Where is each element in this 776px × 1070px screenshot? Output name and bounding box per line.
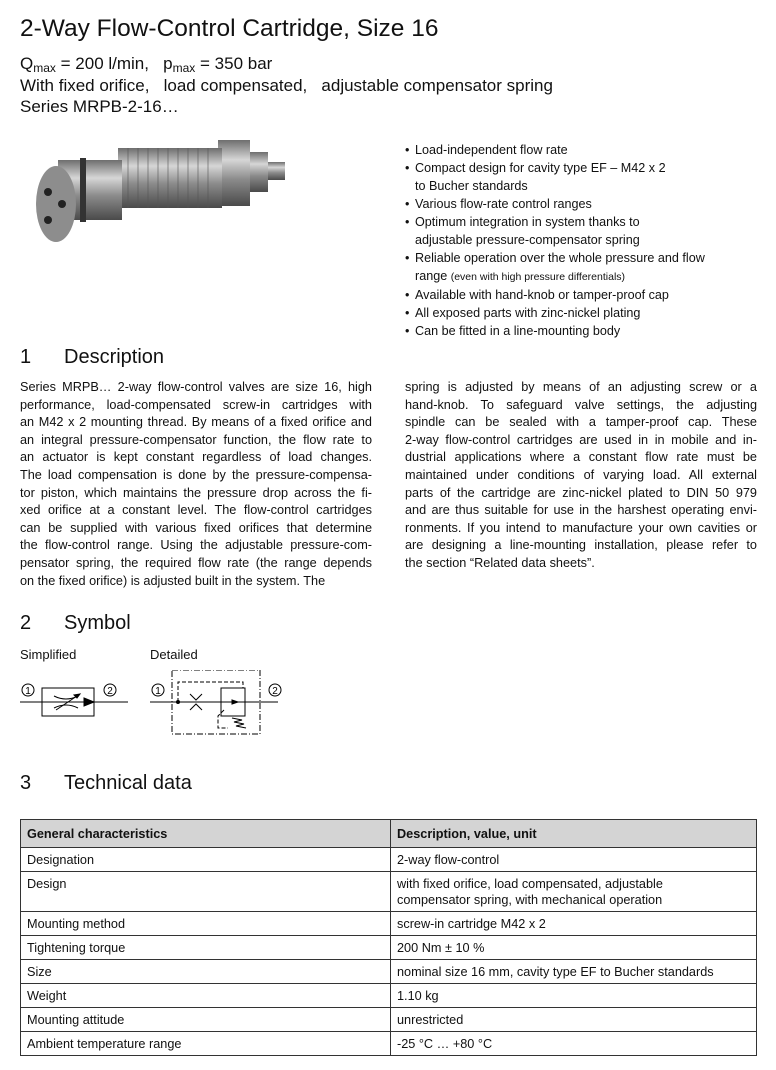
text-line: xed orifice at a constant level. The flow-control cartridges — [20, 503, 372, 518]
cell-characteristic: Ambient temperature range — [21, 1032, 391, 1056]
bullet-icon: • — [405, 197, 410, 211]
symbol-label-detailed: Detailed — [150, 647, 198, 662]
text-line: hand-knob. To safeguard valve settings, the adjusting — [405, 397, 757, 412]
cell-characteristic: Tightening torque — [21, 936, 391, 960]
cell-value: 2-way flow-control — [391, 848, 757, 872]
text-line: dustrial applications where a constant flow rate must be — [405, 450, 757, 465]
feature-text: Available with hand-knob or tamper-proof cap — [415, 288, 669, 302]
feature-item — [405, 322, 765, 340]
feature-text: Optimum integration in system thanks to — [415, 215, 640, 229]
text-line: 2-way flow-control cartridges are used in in mobile and in- — [405, 432, 757, 447]
cell-value: with fixed orifice, load compensated, adjustable compensator spring, with mechanical operation — [391, 872, 757, 912]
cell-value: 200 Nm ± 10 % — [391, 936, 757, 960]
feature-item — [405, 141, 765, 159]
bullet-icon: • — [405, 288, 410, 302]
bullet-icon: • — [405, 324, 410, 338]
svg-text:2: 2 — [107, 686, 113, 697]
subtitle-specs: $Q_{max} = 200$ l/min, $p_{max} = 350$ bar — [20, 54, 273, 75]
bullet-icon: • — [405, 251, 410, 265]
text-line: Series MRPB… 2-way flow-control valves are size 16, high — [20, 380, 372, 394]
feature-text-cont: to Bucher standards — [415, 179, 528, 193]
section-heading-symbol: 2 Symbol — [20, 612, 131, 634]
feature-text: Various flow-rate control ranges — [415, 197, 592, 211]
text-line: the flow-control range. Using the adjustable pressure-com- — [20, 538, 372, 553]
text-line: on the fixed orifice) is adjusted built in the system. The — [20, 573, 326, 588]
feature-item — [405, 159, 765, 195]
table-row — [21, 936, 757, 960]
cell-value: screw-in cartridge M42 x 2 — [391, 912, 757, 936]
table-row — [21, 960, 757, 984]
feature-item — [405, 213, 765, 249]
subtitle-features: With fixed orifice, load compensated, adjustable compensator spring — [20, 76, 553, 95]
text-line: an actuator is kept constant regardless of load changes. — [20, 450, 372, 465]
product-image — [18, 130, 298, 260]
section-heading-description: 1 Description — [20, 346, 165, 368]
text-line: The load compensation is done by the pressure-compensa- — [20, 467, 372, 482]
text-line: and are thus suitable for use in the harshest operating envi- — [405, 503, 757, 518]
table-row — [21, 1032, 757, 1056]
table-header-row — [21, 820, 757, 848]
bullet-icon: • — [405, 161, 410, 175]
feature-item — [405, 195, 765, 213]
description-column-left — [20, 379, 372, 590]
cell-characteristic: Weight — [21, 984, 391, 1008]
description-column-right — [405, 379, 757, 573]
cell-characteristic: Mounting attitude — [21, 1008, 391, 1032]
feature-list — [405, 141, 765, 340]
simplified-symbol — [20, 684, 128, 716]
feature-item — [405, 286, 765, 304]
feature-text-cont: adjustable pressure-compensator spring — [415, 233, 640, 247]
table-row — [21, 848, 757, 872]
text-line: pensator spring, the required flow rate (the range depends — [20, 555, 372, 570]
text-line: parts of the cartridge are zinc-nickel plated to DIN 50 979 — [405, 485, 757, 500]
page-title: 2-Way Flow-Control Cartridge, Size 16 — [20, 15, 439, 42]
text-line: an M42 x 2 mounting thread. By means of a fixed orifice and — [20, 415, 372, 430]
svg-text:2: 2 — [272, 686, 278, 697]
cell-value: -25 °C … +80 °C — [391, 1032, 757, 1056]
cell-characteristic: Designation — [21, 848, 391, 872]
text-line: performance, load-compensated screw-in cartridges with — [20, 397, 372, 412]
text-line: an integral pressure-compensator function, the flow rate to — [20, 432, 372, 447]
text-line: can be supplied with various fixed orifices that determine — [20, 520, 372, 535]
table-row — [21, 872, 757, 912]
feature-text: Load-independent flow rate — [415, 143, 568, 157]
hydraulic-symbols — [18, 670, 288, 740]
feature-item — [405, 304, 765, 322]
bullet-icon: • — [405, 143, 410, 157]
text-line: tor piston, which maintains the pressure drop across the fi- — [20, 485, 372, 500]
feature-text: Reliable operation over the whole pressure and flow — [415, 251, 705, 265]
cell-value: nominal size 16 mm, cavity type EF to Bucher standards — [391, 960, 757, 984]
text-line: spring is adjusted by means of an adjusting screw or a — [405, 380, 757, 394]
feature-item — [405, 249, 765, 286]
table-row — [21, 1008, 757, 1032]
technical-data-table — [20, 819, 757, 1056]
feature-text-cont: range — [415, 269, 451, 283]
feature-note: (even with high pressure differentials) — [450, 271, 626, 283]
svg-text:1: 1 — [25, 686, 31, 697]
detailed-symbol — [150, 670, 281, 734]
symbol-label-simplified: Simplified — [20, 647, 77, 662]
cell-characteristic: Design — [21, 872, 391, 912]
bullet-icon: • — [405, 215, 410, 229]
feature-text: Compact design for cavity type EF – M42 x 2 — [415, 161, 666, 175]
column-header: Description, value, unit — [391, 820, 757, 848]
column-header: General characteristics — [21, 820, 391, 848]
section-heading-technical-data: 3 Technical data — [20, 772, 192, 794]
cell-value: 1.10 kg — [391, 984, 757, 1008]
text-line: are designing a line-mounting installation, please refer to — [405, 538, 757, 553]
cell-characteristic: Size — [21, 960, 391, 984]
cell-value: unrestricted — [391, 1008, 757, 1032]
svg-text:1: 1 — [155, 686, 161, 697]
subtitle-series: Series MRPB-2-16… — [20, 97, 179, 116]
text-line: ronments. If you intend to manufacture your own cavities or — [405, 520, 757, 535]
cell-characteristic: Mounting method — [21, 912, 391, 936]
text-line: spindle can be sealed with a tamper-proof cap. These — [405, 415, 757, 430]
feature-text: Can be fitted in a line-mounting body — [415, 324, 621, 338]
table-row — [21, 984, 757, 1008]
text-line: maintained under conditions of varying load. All external — [405, 467, 757, 482]
table-row — [21, 912, 757, 936]
feature-text: All exposed parts with zinc-nickel plating — [415, 306, 641, 320]
text-line: the section “Related data sheets”. — [405, 555, 595, 570]
bullet-icon: • — [405, 306, 410, 320]
